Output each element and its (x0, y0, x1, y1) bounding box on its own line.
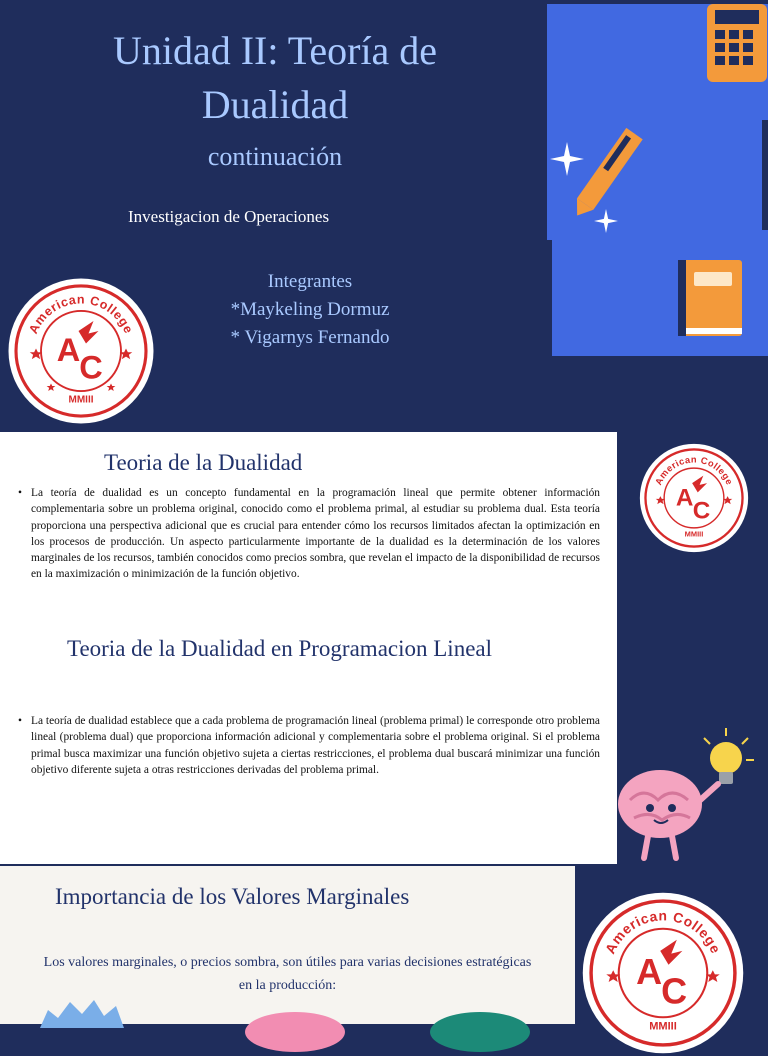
member-name: * Vigarnys Fernando (230, 327, 390, 348)
members-block (210, 268, 410, 352)
svg-text:C: C (692, 497, 711, 525)
content-panel (0, 866, 575, 1024)
bullet-paragraph: • La teoría de dualidad establece que a cada problema de programación lineal (problema primal) le corresponde otro problema lineal (problema dual) que proporciona información adicional y complementaria sobre el problema original. Si el problema primal busca maximizar una función objetivo sujeta a ciertas restricciones, el problema dual buscará minimizar una función objetivo diferente sujeta a otras restricciones derivadas del problema primal. (18, 715, 600, 776)
svg-text:MMIII: MMIII (649, 1020, 677, 1033)
svg-text:A: A (675, 484, 694, 512)
college-seal-logo (6, 276, 156, 426)
svg-text:MMIII: MMIII (68, 394, 94, 406)
badge-shape (40, 998, 124, 1028)
sparkle-icon (550, 142, 584, 176)
svg-text:C: C (661, 970, 688, 1012)
section-heading: Teoria de la Dualidad en Programacion Lineal (67, 636, 492, 661)
brain-mascot-icon (614, 724, 764, 862)
calculator-icon (705, 4, 768, 84)
section-heading: Teoria de la Dualidad (104, 450, 303, 475)
content-panel (0, 432, 617, 864)
sparkle-icon (594, 209, 618, 233)
pink-circle-shape (245, 1012, 345, 1052)
dualidad-slide (0, 432, 768, 864)
svg-text:American College: American College (653, 454, 735, 487)
valores-marginales-slide (0, 866, 768, 1033)
title-slide (0, 0, 768, 430)
svg-text:American College: American College (26, 292, 136, 336)
teal-circle-shape (430, 1012, 530, 1052)
svg-text:A: A (636, 951, 663, 993)
section-heading: Importancia de los Valores Marginales (55, 884, 410, 909)
book-icon (676, 258, 744, 338)
svg-text:A: A (56, 332, 81, 368)
college-seal-logo (638, 442, 750, 554)
svg-text:MMIII: MMIII (684, 529, 704, 539)
course-name: Investigacion de Operaciones (128, 207, 330, 226)
intro-paragraph: Los valores marginales, o precios sombra, son útiles para varias decisiones estratégicas en la producción: (43, 955, 532, 993)
svg-text:C: C (79, 349, 103, 386)
svg-text:American College: American College (601, 907, 725, 957)
member-name: *Maykeling Dormuz (230, 299, 390, 320)
slide-subtitle: continuación (207, 142, 343, 171)
members-heading: Integrantes (267, 271, 353, 292)
lightbulb-icon (704, 728, 754, 784)
college-seal-logo (580, 890, 746, 1056)
bullet-paragraph: • La teoría de dualidad es un concepto fundamental en la programación lineal que permite obtener información complementaria sobre un problema original, conocido como el problema primal, al estudiar su problema dual. Esta teoría proporciona una perspectiva adicional que es crucial para entender cómo los recursos limitados afectan la optimización en los procesos de producción. Un aspecto particularmente importante de la dualidad es la determinación de los valores marginales de los recursos, también conocidos como precios sombra, que revelan el impacto de la disponibilidad de recursos en la maximización o minimización de la función objetivo. (18, 487, 600, 581)
slide-title: Unidad II: Teoría de Dualidad (112, 28, 438, 127)
